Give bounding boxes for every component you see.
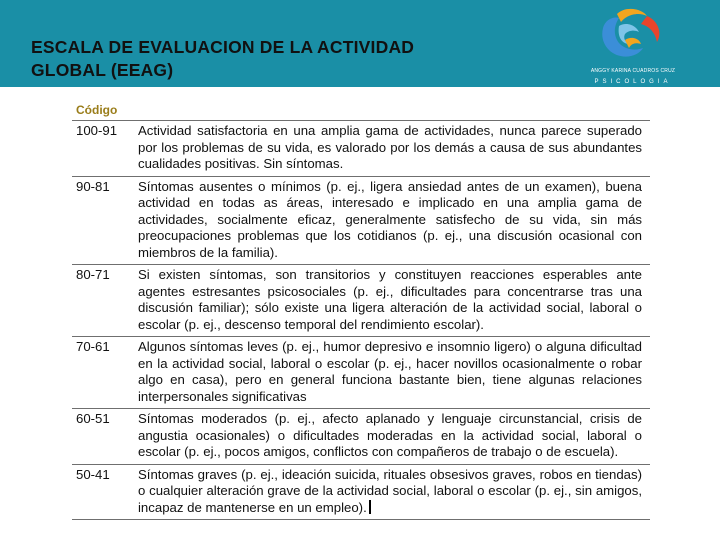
row-code: 100-91 <box>76 123 118 138</box>
title-line-2: GLOBAL (EEAG) <box>31 60 174 80</box>
row-description: Síntomas ausentes o mínimos (p. ej., ligera ansiedad antes de un examen), buena actividad en todas as áreas, interesado e implicado en una amplia gama de actividades, socialmente eficaz, generalmente satisfecho de su vida, sin más preocupaciones problemas que los cotidianos (p. ej., una discusión ocasional con miembros de la familia). <box>138 178 642 260</box>
page-title <box>31 36 551 82</box>
row-description: Actividad satisfactoria en una amplia gama de actividades, nunca parece superado por los problemas de su vida, es valorado por los demás a causa de sus abundantes cualidades positivas. Sin síntomas. <box>138 123 642 171</box>
table-row <box>72 264 650 336</box>
row-description: Síntomas moderados (p. ej., afecto aplanado y lenguaje circunstancial, crisis de angustia ocasionales) o dificultades moderadas en la actividad social, laboral o escolar (p. ej., pocos amigos, conflictos con compañeros de trabajo o de escuela). <box>138 411 642 459</box>
row-code: 60-51 <box>76 411 110 426</box>
logo-red-swirl <box>641 16 659 42</box>
table-row <box>72 408 650 464</box>
row-description: Si existen síntomas, son transitorios y constituyen reacciones esperables ante agentes estresantes psicosociales (p. ej., dificultades para concentrarse tras una discusión familiar); sólo existe una ligera alteración de la actividad social, laboral o escolar (p. ej., descenso temporal del rendimiento escolar). <box>138 267 642 332</box>
brand-logo <box>578 8 698 84</box>
code-column-header: Código <box>76 103 118 117</box>
row-description: Algunos síntomas leves (p. ej., humor depresivo e insomnio ligero) o alguna dificultad en la actividad social, laboral o escolar (p. ej., hacer novillos ocasionalmente o robar algo en casa), pero en general funciona bastante bien, tiene algunas relaciones interpersonales significativas <box>138 339 642 404</box>
eeag-table <box>72 120 650 520</box>
row-description-text: Síntomas graves (p. ej., ideación suicida, rituales obsesivos graves, robos en tiendas) o cualquier alteración grave de la actividad social, laboral o escolar (p. ej., sin amigos, incapaz de mantenerse en un empleo). <box>138 466 642 515</box>
row-code: 80-71 <box>76 267 110 282</box>
row-code: 70-61 <box>76 339 110 354</box>
text-cursor <box>369 500 371 514</box>
table-row <box>72 176 650 265</box>
row-description <box>138 467 642 517</box>
logo-orange-swirl <box>617 9 647 22</box>
row-code: 90-81 <box>76 178 110 194</box>
logo-subtitle: PSICOLOGIA <box>594 79 672 85</box>
table-row <box>72 464 650 521</box>
logo-small-swirl <box>625 38 641 48</box>
logo-name: ANGGY KARINA CUADROS CRUZ <box>590 68 676 74</box>
logo-mark-icon <box>595 8 671 64</box>
table-row <box>72 120 650 176</box>
table-row <box>72 336 650 408</box>
row-code: 50-41 <box>76 466 110 482</box>
title-line-1: ESCALA DE EVALUACION DE LA ACTIVIDAD <box>31 37 415 57</box>
